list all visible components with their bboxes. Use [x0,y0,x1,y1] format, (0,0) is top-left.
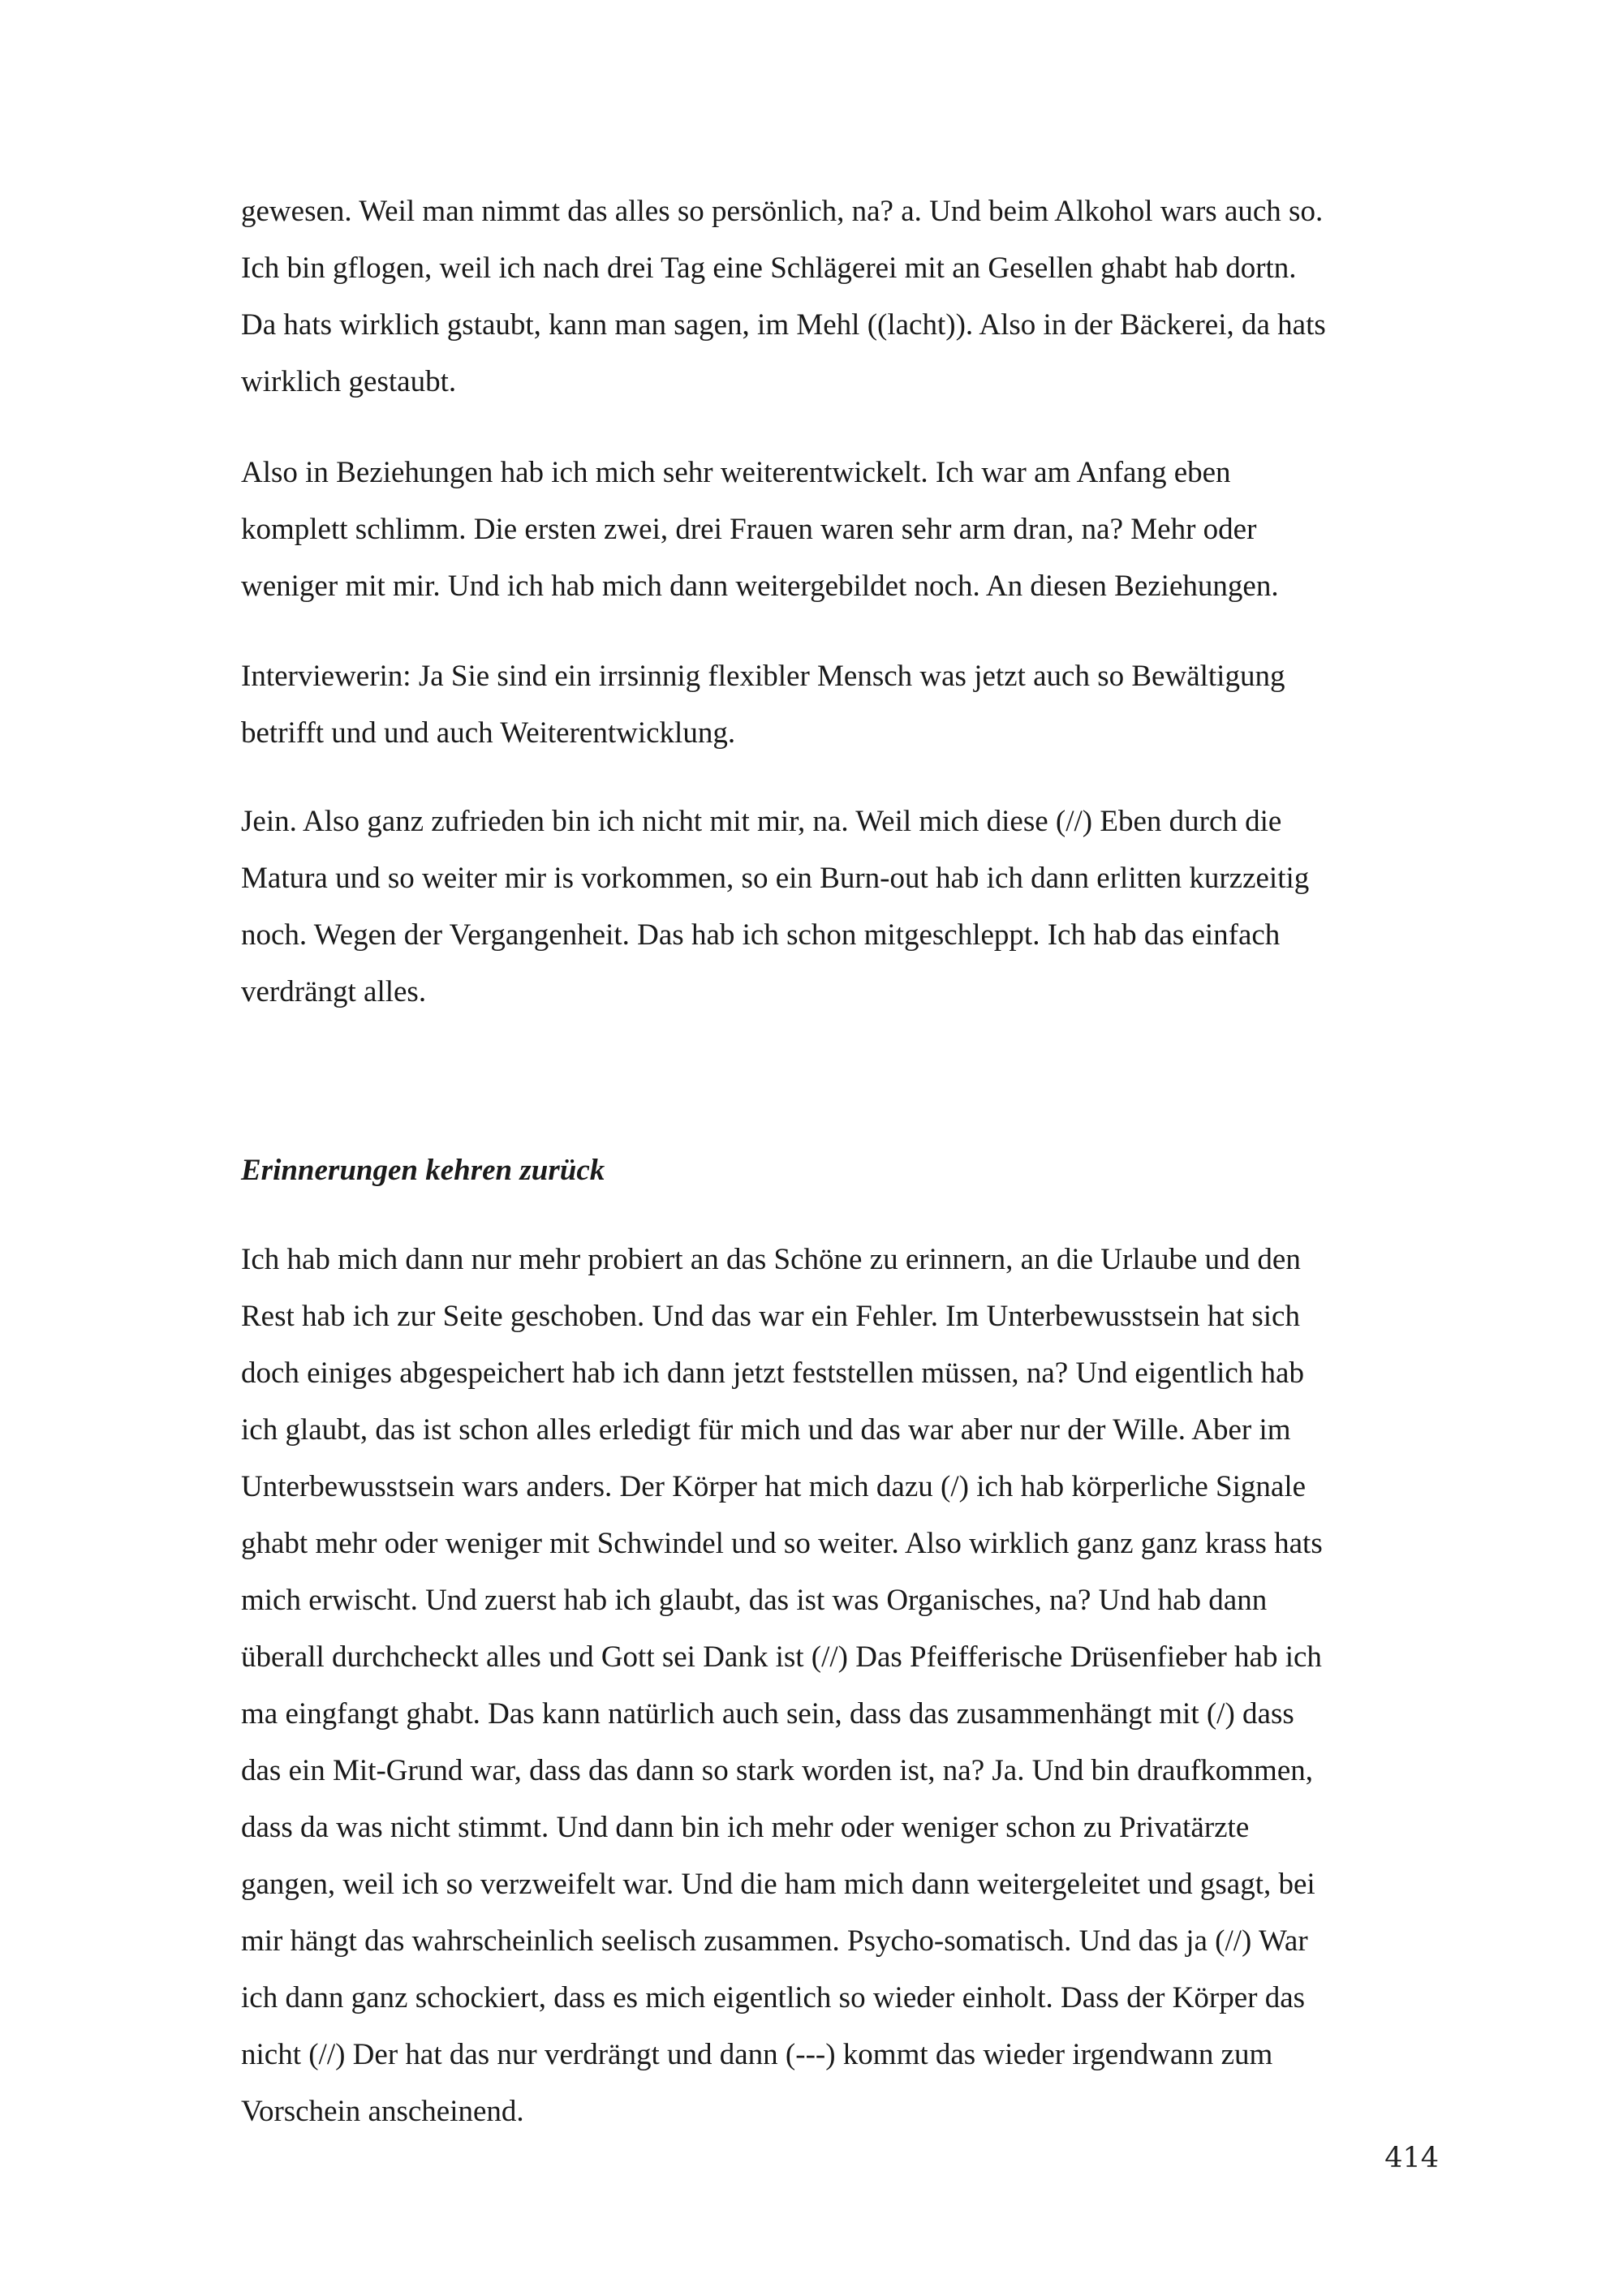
text-line: ghabt mehr oder weniger mit Schwindel und so weiter. Also wirklich ganz ganz krass hats [241,1527,1323,1560]
text-line: nicht (//) Der hat das nur verdrängt und dann (---) kommt das wieder irgendwann zum [241,2038,1273,2071]
text-line: Vorschein anscheinend. [241,2095,524,2128]
text-line: betrifft und und auch Weiterentwicklung. [241,716,736,750]
text-line: Ich bin gflogen, weil ich nach drei Tag eine Schlägerei mit an Gesellen ghabt hab dortn. [241,252,1297,285]
text-line: Interviewerin: Ja Sie sind ein irrsinnig flexibler Mensch was jetzt auch so Bewältigung [241,660,1285,693]
text-line: ma eingfangt ghabt. Das kann natürlich auch sein, dass das zusammenhängt mit (/) dass [241,1697,1294,1731]
text-line: doch einiges abgespeichert hab ich dann jetzt feststellen müssen, na? Und eigentlich hab [241,1357,1304,1390]
paragraph [241,445,1439,615]
text-line: gangen, weil ich so verzweifelt war. Und die ham mich dann weitergeleitet und gsagt, bei [241,1868,1315,1901]
text-line: komplett schlimm. Die ersten zwei, drei Frauen waren sehr arm dran, na? Mehr oder [241,513,1257,546]
text-line: überall durchcheckt alles und Gott sei Dank ist (//) Das Pfeifferische Drüsenfieber hab ich [241,1640,1322,1674]
text-line: mich erwischt. Und zuerst hab ich glaubt, das ist was Organisches, na? Und hab dann [241,1584,1268,1617]
text-line: weniger mit mir. Und ich hab mich dann weitergebildet noch. An diesen Beziehungen. [241,570,1279,603]
text-line: verdrängt alles. [241,975,427,1008]
section-heading: Erinnerungen kehren zurück [241,1154,605,1187]
text-line: Rest hab ich zur Seite geschoben. Und das war ein Fehler. Im Unterbewusstsein hat sich [241,1300,1300,1333]
text-line: wirklich gestaubt. [241,365,457,398]
interviewer-paragraph [241,648,1439,762]
text-line: dass da was nicht stimmt. Und dann bin ich mehr oder weniger schon zu Privatärzte [241,1811,1250,1844]
text-line: das ein Mit-Grund war, dass das dann so stark worden ist, na? Ja. Und bin draufkommen, [241,1754,1313,1787]
text-line: Ich hab mich dann nur mehr probiert an das Schöne zu erinnern, an die Urlaube und den [241,1243,1301,1276]
text-line: Jein. Also ganz zufrieden bin ich nicht mit mir, na. Weil mich diese (//) Eben durch die [241,805,1282,838]
text-line: Matura und so weiter mir is vorkommen, so ein Burn-out hab ich dann erlitten kurzzeitig [241,862,1310,895]
text-line: Unterbewusstsein wars anders. Der Körper hat mich dazu (/) ich hab körperliche Signale [241,1470,1307,1503]
text-line: noch. Wegen der Vergangenheit. Das hab ich schon mitgeschleppt. Ich hab das einfach [241,918,1281,952]
text-line: Da hats wirklich gstaubt, kann man sagen, im Mehl ((lacht)). Also in der Bäckerei, da hats [241,308,1326,342]
text-line: ich dann ganz schockiert, dass es mich eigentlich so wieder einholt. Dass der Körper das [241,1981,1306,2014]
page-number: 414 [1384,2142,1439,2174]
text-line: ich glaubt, das ist schon alles erledigt für mich und das war aber nur der Wille. Aber im [241,1413,1291,1447]
text-line: mir hängt das wahrscheinlich seelisch zusammen. Psycho-somatisch. Und das ja (//) War [241,1924,1308,1958]
text-line: gewesen. Weil man nimmt das alles so persönlich, na? a. Und beim Alkohol wars auch so. [241,195,1324,228]
paragraph [241,183,1439,411]
paragraph [241,1232,1439,2140]
text-line: Also in Beziehungen hab ich mich sehr weiterentwickelt. Ich war am Anfang eben [241,456,1231,489]
paragraph [241,793,1439,1021]
